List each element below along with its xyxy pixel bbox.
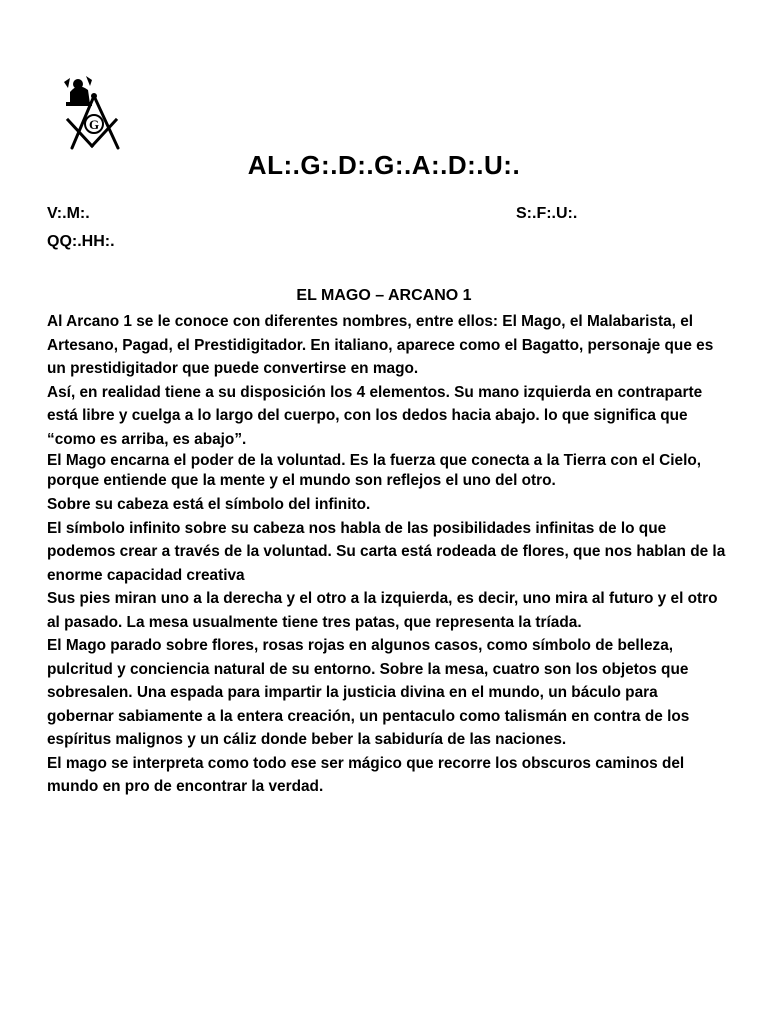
section-title: EL MAGO – ARCANO 1 bbox=[296, 287, 472, 304]
header-qqhh: QQ:.HH:. bbox=[47, 233, 115, 250]
paragraph: Así, en realidad tiene a su disposición los 4 elementos. Su mano izquierda en contraparte está libre y cuelga a lo largo del cuerpo, con los dedos hacia abajo. lo que significa que “como es arriba, es abajo”. bbox=[47, 383, 703, 448]
paragraph: Al Arcano 1 se le conoce con diferentes nombres, entre ellos: El Mago, el Malabarista, el Artesano, Pagad, el Prestidigitador. En italiano, aparece como el Bagatto, personaje que es un prestidigitador que puede convertirse en mago. bbox=[47, 313, 714, 377]
document-title: AL:.G:.D:.G:.A:.D:.U:. bbox=[247, 150, 521, 180]
paragraph: El símbolo infinito sobre su cabeza nos habla de las posibilidades infinitas de lo que podemos crear a través de la voluntad. Su carta está rodeada de flores, que nos hablan de la enorme capacidad creativa bbox=[47, 519, 726, 584]
paragraph: Sobre su cabeza está el símbolo del infinito. bbox=[47, 496, 371, 513]
masonic-emblem-icon bbox=[56, 74, 122, 152]
paragraph: Sus pies miran uno a la derecha y el otro a la izquierda, es decir, uno mira al futuro y el otro al pasado. La mesa usualmente tiene tres patas, que representa la tríada. bbox=[47, 590, 718, 631]
svg-text:G: G bbox=[88, 117, 100, 132]
paragraph: El Mago encarna el poder de la voluntad. Es la fuerza que conecta a la Tierra con el Cielo, porque entiende que la mente y el mundo son reflejos el uno del otro. bbox=[47, 452, 702, 489]
body-text bbox=[47, 310, 727, 799]
header-sfu: S:.F:.U:. bbox=[516, 205, 578, 222]
square-and-compass-icon bbox=[56, 74, 122, 152]
header-vm: V:.M:. bbox=[47, 205, 90, 222]
paragraph: El Mago parado sobre flores, rosas rojas en algunos casos, como símbolo de belleza, pulcritud y conciencia natural de su entorno. Sobre la mesa, cuatro son los objetos que sobresalen. Una espada para impartir la justicia divina en el mundo, un báculo para gobernar sabiamente a la entera creación, un pentaculo como talismán en contra de los espíritus malignos y un cáliz donde beber la sabiduría de las naciones. bbox=[47, 637, 690, 748]
paragraph: El mago se interpreta como todo ese ser mágico que recorre los obscuros caminos del mundo en pro de encontrar la verdad. bbox=[47, 754, 685, 795]
